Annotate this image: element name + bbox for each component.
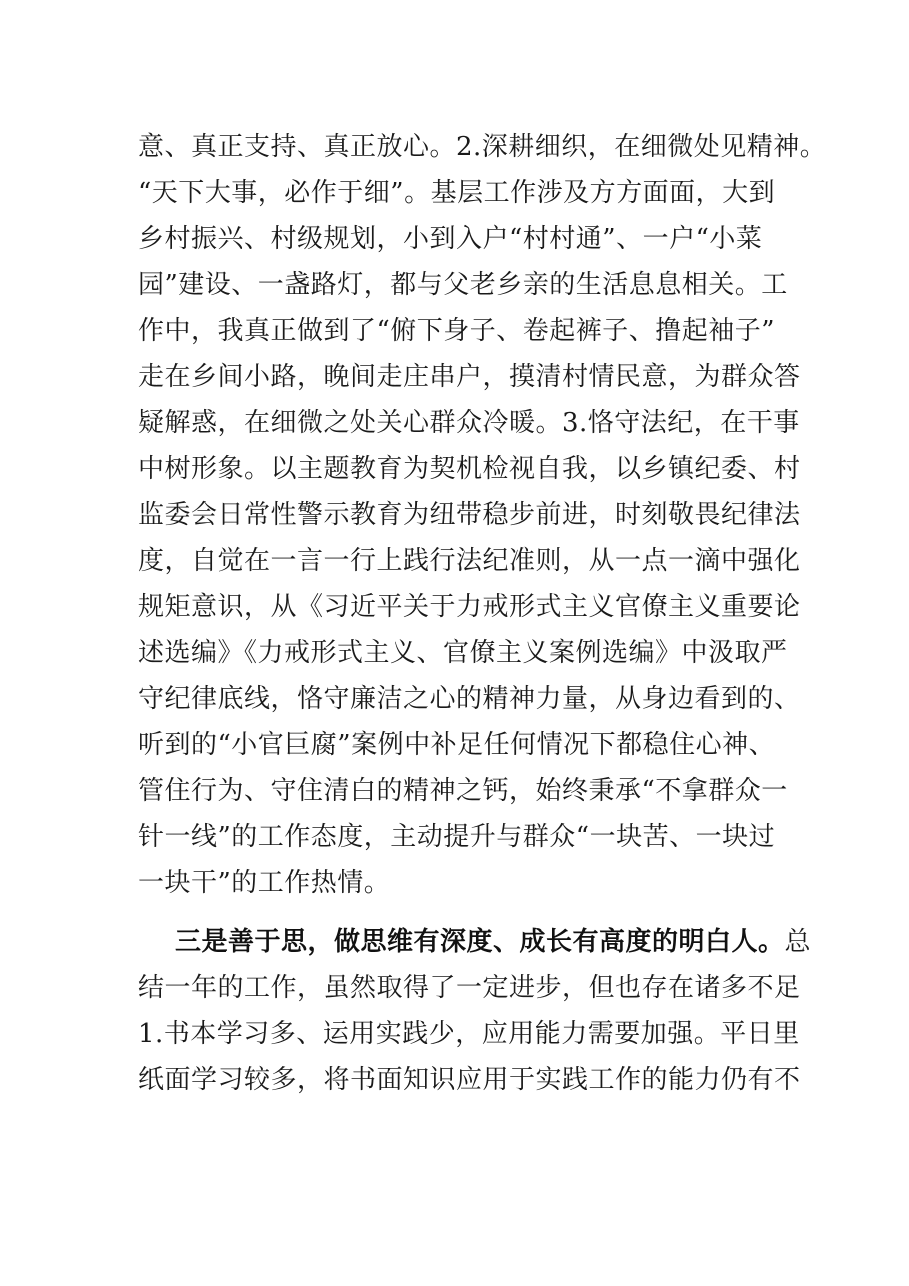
paragraph-line: 中树形象。以主题教育为契机检视自我，以乡镇纪委、村 [138,454,801,484]
paragraph-line: 针一线”的工作态度，主动提升与群众“一块苦、一块过 [138,822,776,852]
paragraph-line: 园”建设、一盏路灯，都与父老乡亲的生活息息相关。工 [138,270,788,300]
paragraph-line: 管住行为、守住清白的精神之钙，始终秉承“不拿群众一 [138,776,788,806]
paragraph-line: 结一年的工作，虽然取得了一定进步，但也存在诸多不足 [138,973,801,1003]
paragraph-line: 规矩意识，从《习近平关于力戒形式主义官僚主义重要论 [138,592,801,622]
paragraph-line: 疑解惑，在细微之处关心群众冷暖。3.恪守法纪，在干事 [138,408,800,438]
paragraph-line: 走在乡间小路，晚间走庄串户，摸清村情民意，为群众答 [138,362,801,392]
section-heading-tail: 总 [784,927,812,957]
paragraph-line: 守纪律底线，恪守廉洁之心的精神力量，从身边看到的、 [138,684,801,714]
paragraph-line: 一块干”的工作热情。 [138,868,391,898]
paragraph-line: 听到的“小官巨腐”案例中补足任何情况下都稳住心神、 [138,730,776,760]
paragraph-line: 纸面学习较多，将书面知识应用于实践工作的能力仍有不 [138,1065,801,1095]
paragraph-line: “天下大事，必作于细”。基层工作涉及方方面面，大到 [138,178,776,208]
paragraph-line: 度，自觉在一言一行上践行法纪准则，从一点一滴中强化 [138,546,801,576]
paragraph-line: 作中，我真正做到了“俯下身子、卷起裤子、撸起袖子” [138,316,776,346]
paragraph-line: 乡村振兴、村级规划，小到入户“村村通”、一户“小菜 [138,224,763,254]
section-heading-line [175,925,812,959]
section-heading: 三是善于思，做思维有深度、成长有高度的明白人。 [175,927,785,957]
paragraph-line: 意、真正支持、真正放心。2.深耕细织，在细微处见精神。 [138,132,827,162]
paragraph-line: 述选编》《力戒形式主义、官僚主义案例选编》中汲取严 [138,638,788,668]
paragraph-line: 1.书本学习多、运用实践少，应用能力需要加强。平日里 [138,1019,800,1049]
paragraph-line: 监委会日常性警示教育为纽带稳步前进，时刻敬畏纪律法 [138,500,801,530]
